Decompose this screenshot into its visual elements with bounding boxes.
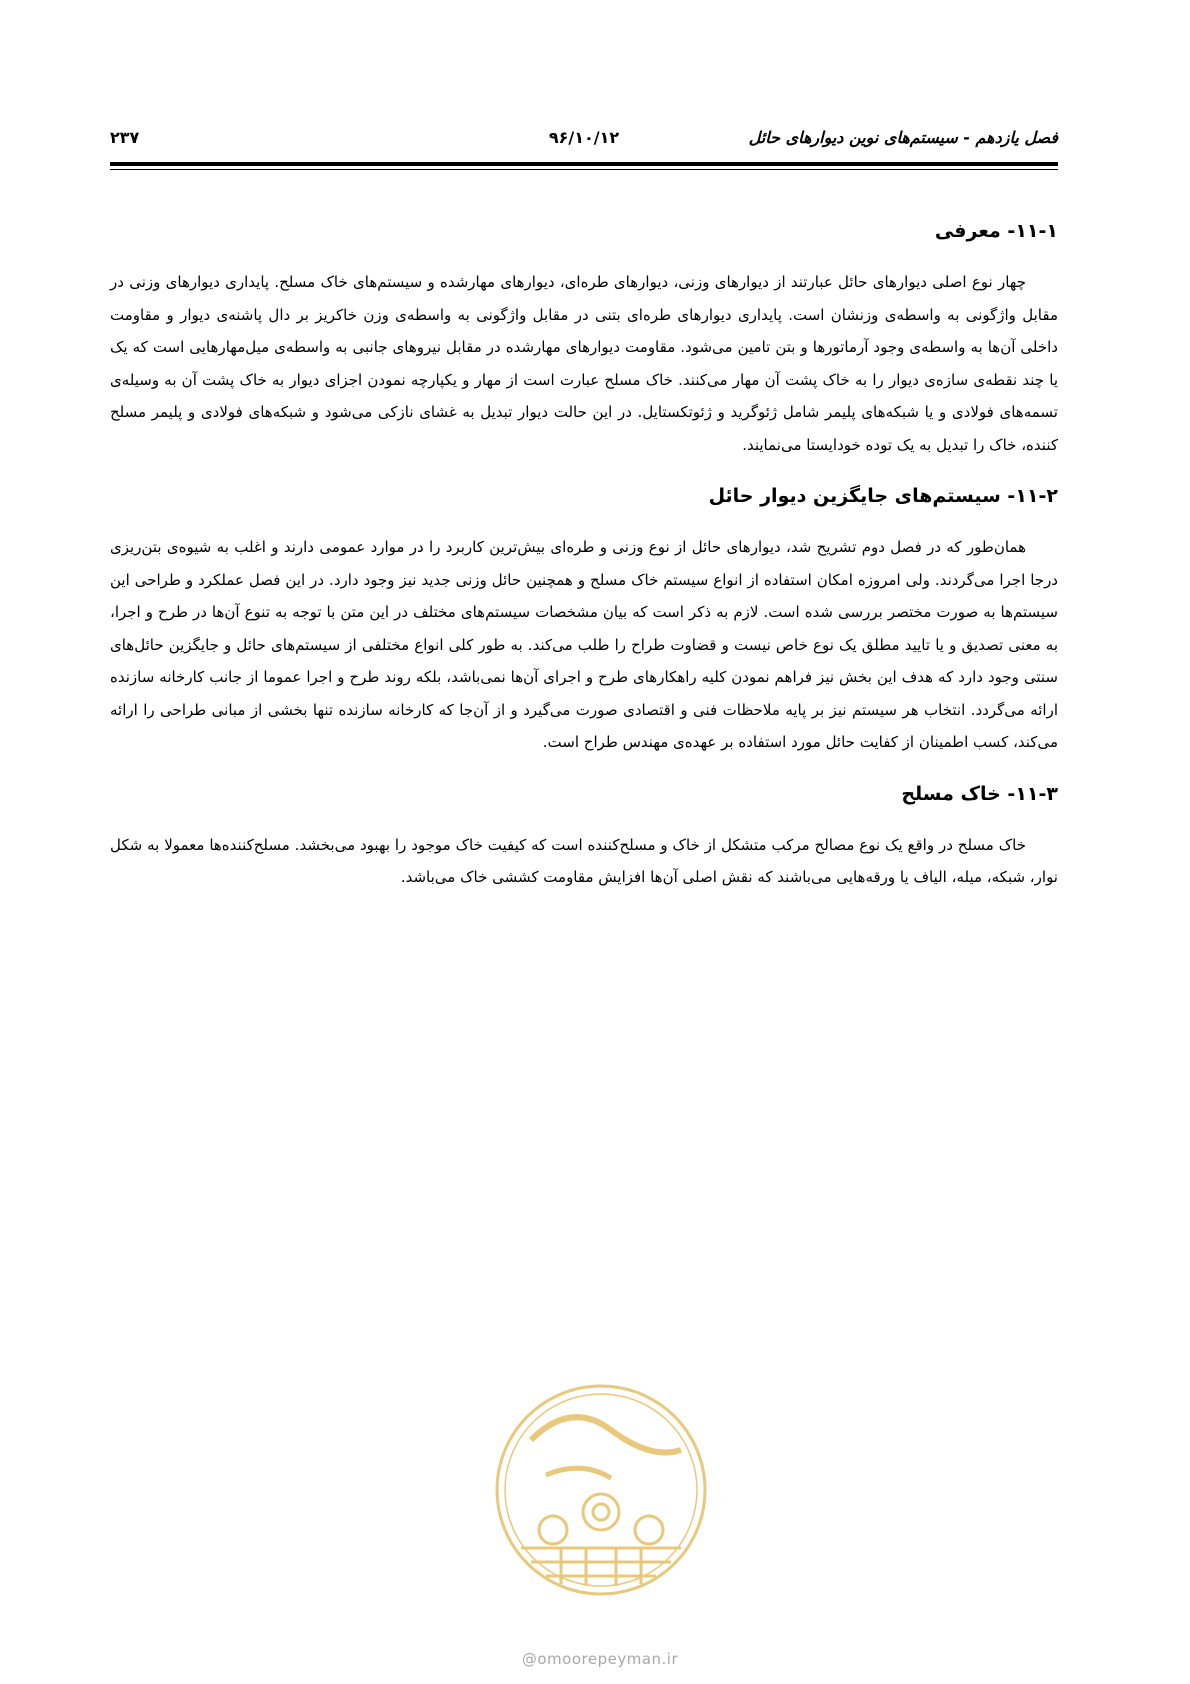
chapter-title: فصل یازدهم - سیستم‌های نوین دیوارهای حائل — [748, 128, 1058, 147]
watermark-caption: @omoorepeyman.ir — [521, 1650, 679, 1668]
section-heading-reinforced-soil: ۱۱-۳- خاک مسلح — [901, 782, 1058, 805]
page-header — [110, 128, 1058, 162]
header-date: ۹۶/۱۰/۱۲ — [548, 128, 620, 147]
section-paragraph-alternatives: همان‌طور که در فصل دوم تشریح شد، دیوارهای حائل از نوع وزنی و طره‌ای بیش‌ترین کاربرد را در موارد عمومی دارند و اغلب به شیوه‌ی بتن‌ریزی درجا اجرا می‌گردند. ولی امروزه امکان استفاده از انواع سیستم خاک مسلح و همچنین حائل وزنی جدید نیز وجود دارد. در این فصل عملکرد و طراحی این سیستم‌ها به صورت مختصر بررسی شده است. لازم به ذکر است که بیان مشخصات سیستم‌های مختلف در این متن با توجه به تنوع آن‌ها در طرح و اجرا، به معنی تصدیق و یا تایید مطلق یک نوع خاص نیست و قضاوت طراح را طلب می‌کند. به طور کلی انواع مختلفی از سیستم‌های حائل و جایگزین حائل‌های سنتی وجود دارد که هدف این بخش نیز فراهم نمودن کلیه راهکارهای طرح و اجرای آن‌ها نمی‌باشد، بلکه روند طرح و اجرا عموما از جانب کارخانه سازنده ارائه می‌گردد. انتخاب هر سیستم نیز بر پایه ملاحظات فنی و اقتصادی صورت می‌گیرد و از آن‌جا که کارخانه سازنده تنها بخشی از مبانی طراحی را ارائه می‌کند، کسب اطمینان از کفایت حائل مورد استفاده بر عهده‌ی مهندس طراح است. — [110, 538, 1058, 751]
section-heading-alternatives: ۱۱-۲- سیستم‌های جایگزین دیوار حائل — [708, 485, 1058, 507]
header-rule-thin — [110, 169, 1058, 170]
section-paragraph-reinforced-soil: خاک مسلح در واقع یک نوع مصالح مرکب متشکل از خاک و مسلح‌کننده است که کیفیت خاک موجود را بهبود می‌بخشد. مسلح‌کننده‌ها معمولا به شکل نوار، شبکه، میله، الیاف یا ورقه‌هایی می‌باشند که نقش اصلی آن‌ها افزایش مقاومت کششی خاک می‌باشد. — [110, 835, 1058, 886]
watermark-seal-logo — [491, 1380, 711, 1600]
page-number: ۲۳۷ — [110, 128, 140, 147]
page-body — [110, 214, 1058, 894]
section-paragraph-intro: چهار نوع اصلی دیوارهای حائل عبارتند از دیوارهای وزنی، دیوارهای طره‌ای، دیوارهای مهارشده و سیستم‌های خاک مسلح. پایداری دیوارهای وزنی در مقابل واژگونی به واسطه‌ی وزنشان است. پایداری دیوارهای طره‌ای بتنی در مقابل واژگونی به واسطه‌ی وزن خاکریز بر دال پاشنه‌ی دیوار و مقاومت داخلی آن‌ها به واسطه‌ی وجود آرماتورها و بتن تامین می‌شود. مقاومت دیوارهای مهارشده در مقابل نیروهای جانبی به واسطه‌ی میل‌مهارهایی است که یک یا چند نقطه‌ی سازه‌ی دیوار را به خاک پشت آن مهار می‌کنند. خاک مسلح عبارت است از مهار و یکپارچه نمودن اجزای دیوار به خاک پشت آن به وسیله‌ی تسمه‌های فولادی و یا شبکه‌های پلیمر شامل ژئوگرید و ژئوتکستایل. در این حالت دیوار تبدیل به غشای نازکی می‌شود و شبکه‌های فولادی و پلیمر مسلح کننده، خاک را تبدیل به یک توده خودایستا می‌نمایند. — [110, 273, 1058, 454]
header-rule-thick — [110, 162, 1058, 166]
section-heading-intro: ۱۱-۱- معرفی — [934, 220, 1058, 242]
